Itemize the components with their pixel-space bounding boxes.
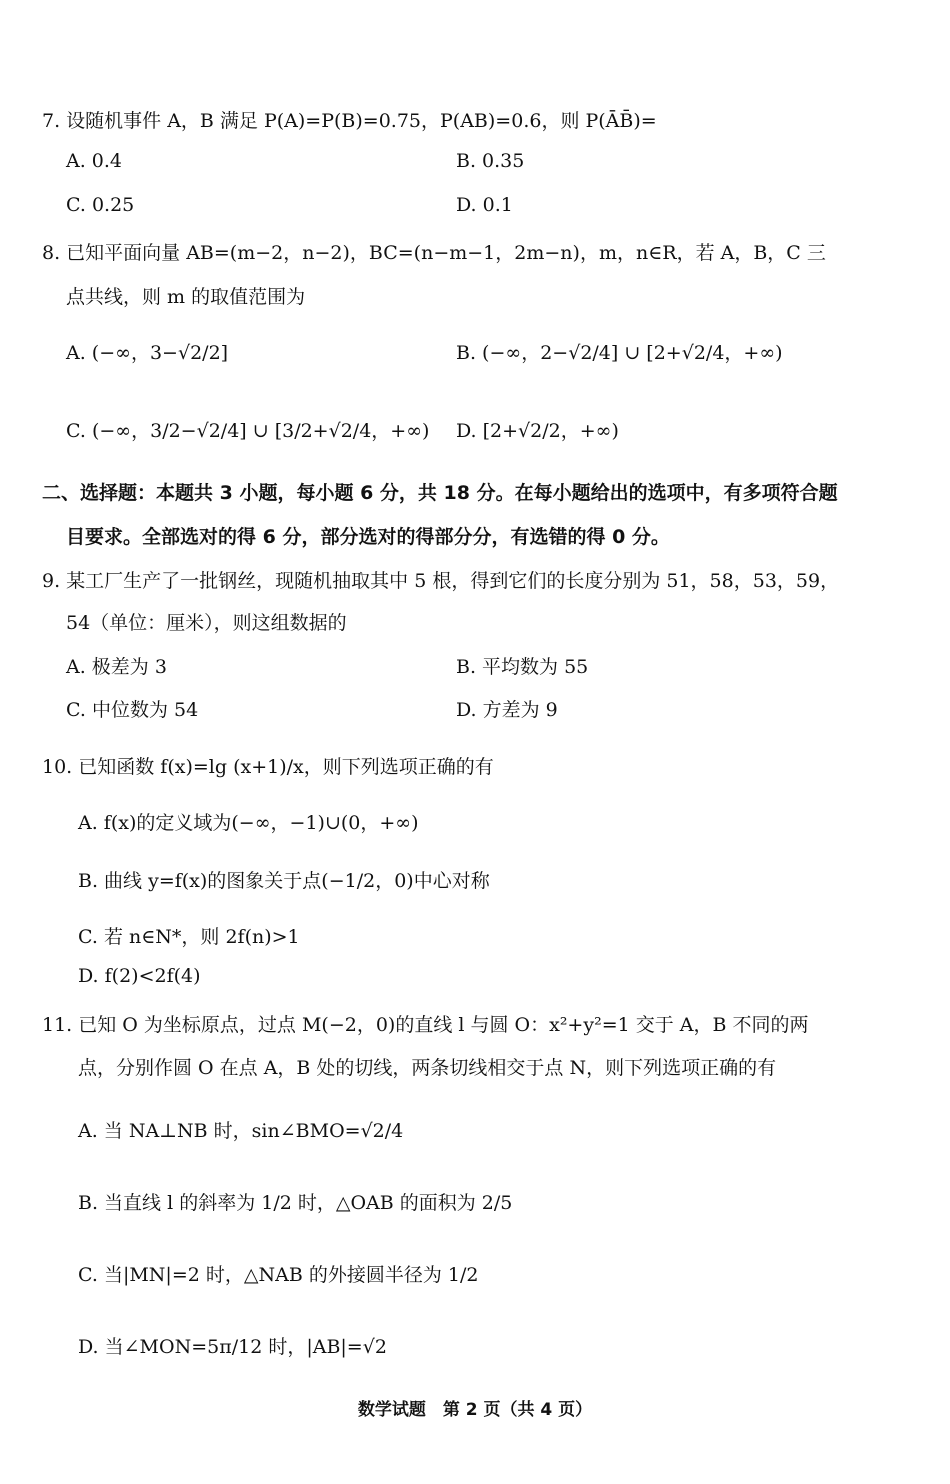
q9-option-b: B. 平均数为 55 bbox=[456, 656, 589, 678]
q10-stem: 10. 已知函数 f(x)=lg (x+1)/x，则下列选项正确的有 bbox=[42, 756, 494, 778]
q9-option-a: A. 极差为 3 bbox=[66, 656, 167, 678]
q10-option-b: B. 曲线 y=f(x)的图象关于点(−1/2，0)中心对称 bbox=[78, 870, 490, 892]
q10-option-a: A. f(x)的定义域为(−∞，−1)∪(0，+∞) bbox=[78, 812, 419, 834]
section2-heading-line-1: 二、选择题：本题共 3 小题，每小题 6 分，共 18 分。在每小题给出的选项中，有多项符合题 bbox=[42, 482, 838, 504]
q8-option-a: A. (−∞，3−√2/2] bbox=[66, 342, 229, 364]
q8-option-d: D. [2+√2/2，+∞) bbox=[456, 420, 619, 442]
q9-stem-line-2: 54（单位：厘米），则这组数据的 bbox=[66, 612, 347, 634]
q8-option-b: B. (−∞，2−√2/4] ∪ [2+√2/4，+∞) bbox=[456, 342, 783, 364]
q10-option-d: D. f(2)<2f(4) bbox=[78, 965, 201, 987]
q8-stem-line-2: 点共线，则 m 的取值范围为 bbox=[66, 286, 306, 308]
q11-option-d: D. 当∠MON=5π/12 时，|AB|=√2 bbox=[78, 1336, 387, 1358]
q11-stem-line-2: 点，分别作圆 O 在点 A，B 处的切线，两条切线相交于点 N，则下列选项正确的有 bbox=[78, 1057, 777, 1079]
q11-option-c: C. 当|MN|=2 时，△NAB 的外接圆半径为 1/2 bbox=[78, 1264, 479, 1286]
q9-option-c: C. 中位数为 54 bbox=[66, 699, 199, 721]
page-footer: 数学试题 第 2 页（共 4 页） bbox=[357, 1400, 593, 1420]
section2-heading-line-2: 目要求。全部选对的得 6 分，部分选对的得部分分，有选错的得 0 分。 bbox=[66, 526, 670, 548]
q8-option-c: C. (−∞，3/2−√2/4] ∪ [3/2+√2/4，+∞) bbox=[66, 420, 430, 442]
q7-option-d: D. 0.1 bbox=[456, 194, 513, 216]
q11-stem-line-1: 11. 已知 O 为坐标原点，过点 M(−2，0)的直线 l 与圆 O：x²+y²=1 交于 A，B 不同的两 bbox=[42, 1014, 809, 1036]
q11-option-a: A. 当 NA⊥NB 时，sin∠BMO=√2/4 bbox=[78, 1120, 404, 1142]
q7-stem: 7. 设随机事件 A，B 满足 P(A)=P(B)=0.75，P(AB)=0.6，则 P(ĀB̄)= bbox=[42, 110, 657, 132]
q9-stem-line-1: 9. 某工厂生产了一批钢丝，现随机抽取其中 5 根，得到它们的长度分别为 51，58，53，59， bbox=[42, 570, 840, 592]
q10-option-c: C. 若 n∈N*，则 2f(n)>1 bbox=[78, 926, 300, 948]
q7-option-b: B. 0.35 bbox=[456, 150, 525, 172]
q11-option-b: B. 当直线 l 的斜率为 1/2 时，△OAB 的面积为 2/5 bbox=[78, 1192, 513, 1214]
q8-stem-line-1: 8. 已知平面向量 AB=(m−2，n−2)，BC=(n−m−1，2m−n)，m，n∈R，若 A，B，C 三 bbox=[42, 242, 826, 264]
q7-option-c: C. 0.25 bbox=[66, 194, 135, 216]
q9-option-d: D. 方差为 9 bbox=[456, 699, 558, 721]
q7-option-a: A. 0.4 bbox=[66, 150, 123, 172]
